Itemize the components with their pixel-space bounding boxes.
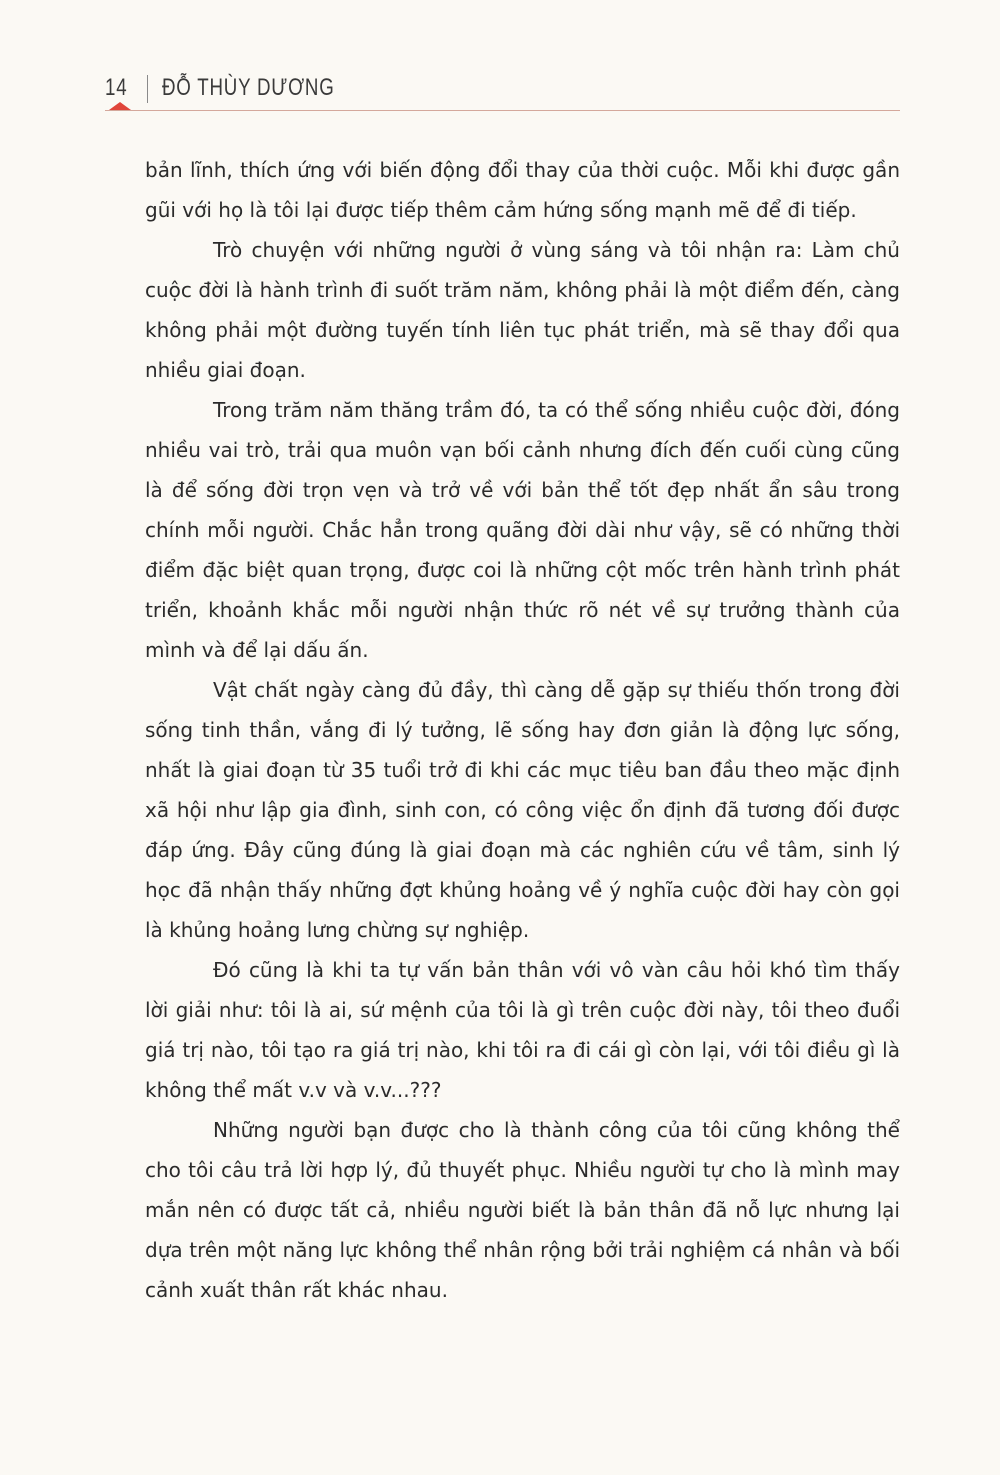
header-divider — [147, 75, 148, 103]
author-name: ĐỖ THÙY DƯƠNG — [162, 74, 335, 101]
paragraph: Trò chuyện với những người ở vùng sáng và tôi nhận ra: Làm chủ cuộc đời là hành trình đi suốt trăm năm, không phải là một điểm đến, càng không phải một đường tuyến tính liên tục phát triển, mà sẽ thay đổi qua nhiều giai đoạn. — [145, 238, 900, 382]
paragraph: Vật chất ngày càng đủ đầy, thì càng dễ gặp sự thiếu thốn trong đời sống tinh thần, vắng đi lý tưởng, lẽ sống hay đơn giản là động lực sống, nhất là giai đoạn từ 35 tuổi trở đi khi các mục tiêu ban đầu theo mặc định xã hội như lập gia đình, sinh con, có công việc ổn định đã tương đối được đáp ứng. Đây cũng đúng là giai đoạn mà các nghiên cứu về tâm, sinh lý học đã nhận thấy những đợt khủng hoảng về ý nghĩa cuộc đời hay còn gọi là khủng hoảng lưng chừng sự nghiệp. — [145, 678, 900, 942]
paragraph-continued: bản lĩnh, thích ứng với biến động đổi thay của thời cuộc. Mỗi khi được gần gũi với họ là tôi lại được tiếp thêm cảm hứng sống mạnh mẽ để đi tiếp. — [145, 158, 900, 222]
body-text — [145, 150, 900, 1310]
paragraph: Những người bạn được cho là thành công của tôi cũng không thể cho tôi câu trả lời hợp lý, đủ thuyết phục. Nhiều người tự cho là mình may mắn nên có được tất cả, nhiều người biết là bản thân đã nỗ lực nhưng lại dựa trên một năng lực không thể nhân rộng bởi trải nghiệm cá nhân và bối cảnh xuất thân rất khác nhau. — [145, 1118, 900, 1302]
triangle-marker-icon — [109, 102, 131, 110]
running-header — [105, 66, 900, 112]
paragraph: Đó cũng là khi ta tự vấn bản thân với vô vàn câu hỏi khó tìm thấy lời giải như: tôi là ai, sứ mệnh của tôi là gì trên cuộc đời này, tôi theo đuổi giá trị nào, tôi tạo ra giá trị nào, khi tôi ra đi cái gì còn lại, với tôi điều gì là không thể mất v.v và v.v...??? — [145, 958, 900, 1102]
paragraph: Trong trăm năm thăng trầm đó, ta có thể sống nhiều cuộc đời, đóng nhiều vai trò, trải qua muôn vạn bối cảnh nhưng đích đến cuối cùng cũng là để sống đời trọn vẹn và trở về với bản thể tốt đẹp nhất ẩn sâu trong chính mỗi người. Chắc hẳn trong quãng đời dài như vậy, sẽ có những thời điểm đặc biệt quan trọng, được coi là những cột mốc trên hành trình phát triển, khoảnh khắc mỗi người nhận thức rõ nét về sự trưởng thành của mình và để lại dấu ấn. — [145, 398, 900, 662]
page-number: 14 — [105, 74, 128, 101]
header-rule — [105, 110, 900, 111]
